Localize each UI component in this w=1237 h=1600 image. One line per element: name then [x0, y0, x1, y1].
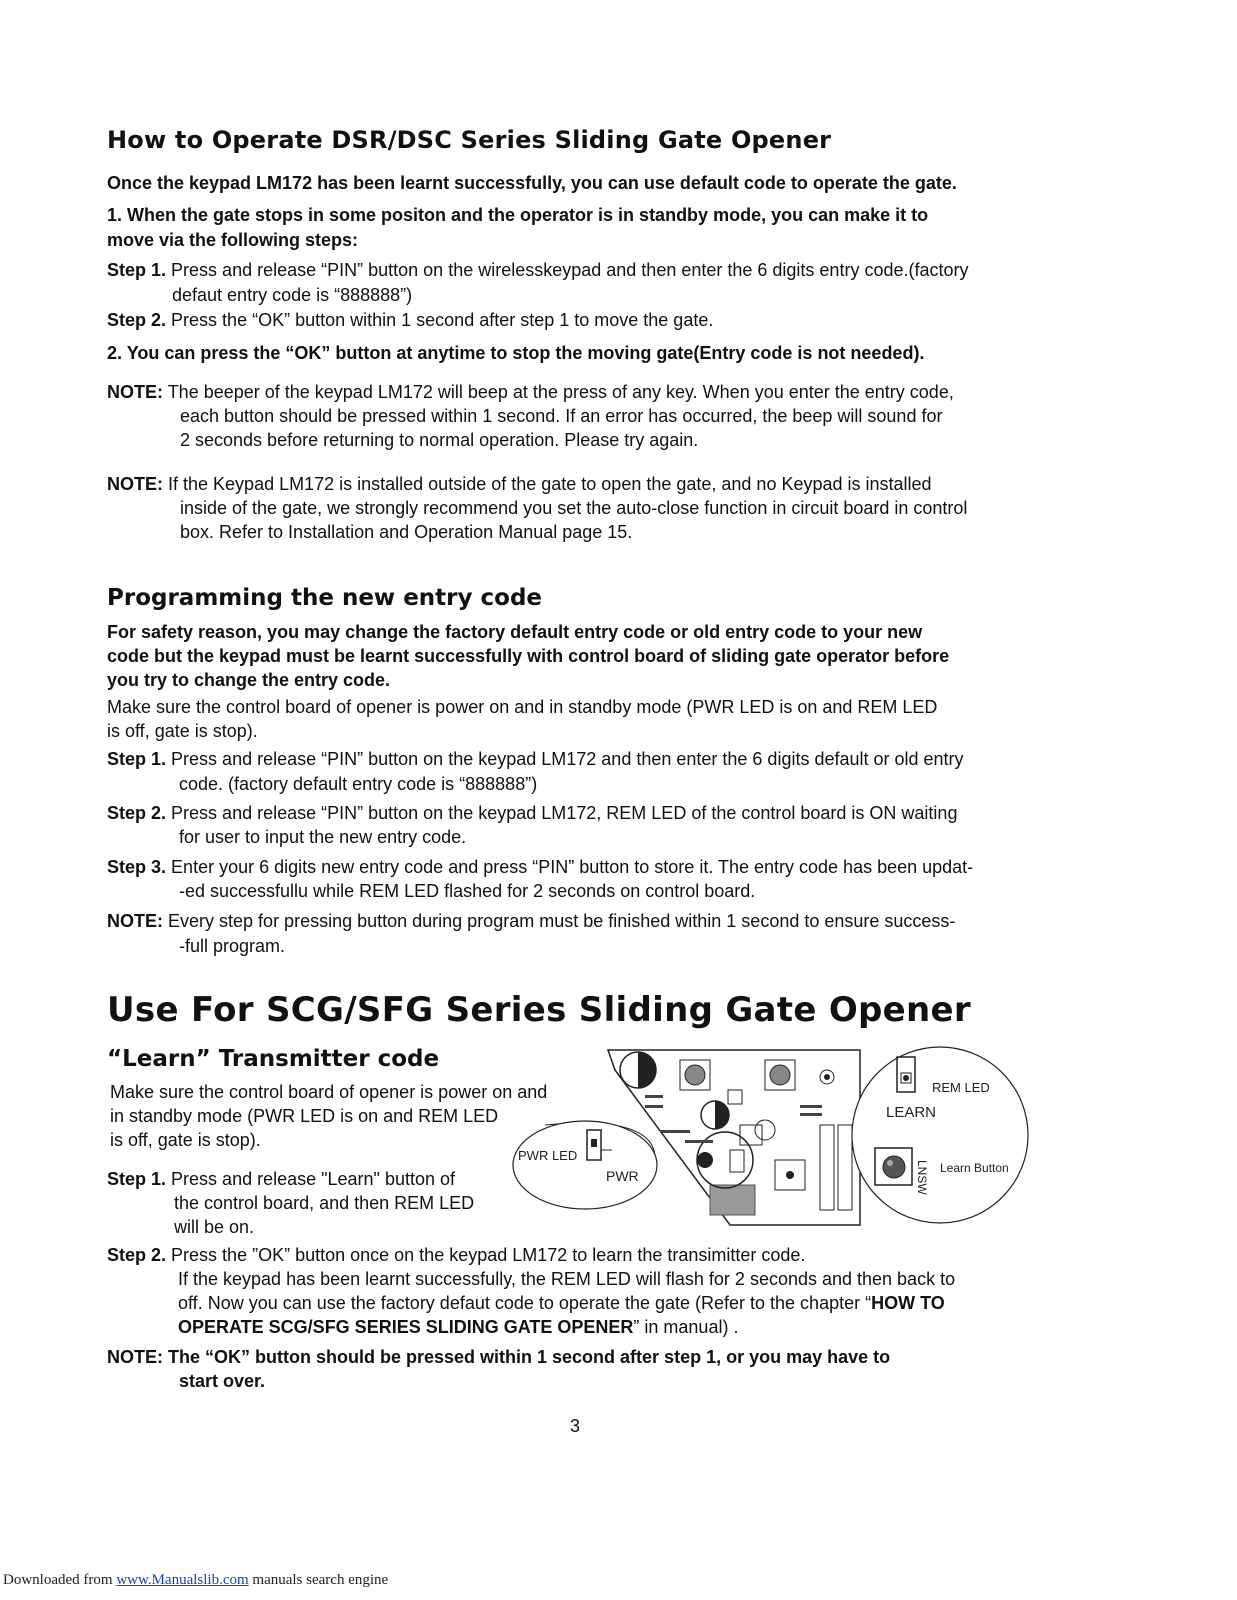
- step-label: Step 1.: [107, 749, 167, 769]
- note-text: If the Keypad LM172 is installed outside of the gate to open the gate, and no Keypad is installed: [168, 474, 932, 494]
- note-label: NOTE:: [107, 474, 163, 494]
- sec3-step1-l3: will be on.: [174, 1217, 255, 1237]
- sec3-plain-l1: Make sure the control board of opener is power on and: [110, 1082, 548, 1102]
- step-text: Press and release “PIN” button on the keypad LM172, REM LED of the control board is ON waiting: [171, 803, 958, 823]
- sec3-step1-l2: the control board, and then REM LED: [174, 1193, 475, 1213]
- sec2-note: [107, 909, 955, 934]
- sec1-note1-l2: each button should be pressed within 1 second. If an error has occurred, the beep will sound for: [180, 406, 943, 426]
- sec1-note1-l3: 2 seconds before returning to normal operation. Please try again.: [180, 430, 699, 450]
- item1-line1: 1. When the gate stops in some positon and the operator is in standby mode, you can make it to: [107, 205, 929, 225]
- learn-callout: [852, 1047, 1028, 1223]
- sec2-step3: [107, 855, 973, 880]
- step-bold: HOW TO: [871, 1293, 945, 1313]
- sec3-plain-l2: in standby mode (PWR LED is on and REM LED: [110, 1106, 499, 1126]
- subtitle-learn-transmitter: “Learn” Transmitter code: [107, 1046, 440, 1072]
- sec3-step2-l4: [178, 1315, 738, 1340]
- step-label: Step 1.: [107, 1169, 167, 1189]
- step-text: ” in manual) .: [633, 1317, 739, 1337]
- section-title-dsr-dsc: How to Operate DSR/DSC Series Sliding Gate Opener: [107, 126, 832, 154]
- sec2-note-cont: -full program.: [179, 936, 286, 956]
- step-text: Press and release "Learn" button of: [171, 1169, 456, 1189]
- sec3-note-cont: start over.: [179, 1371, 266, 1391]
- control-board-diagram: [500, 1035, 1040, 1235]
- pwr-label: PWR: [606, 1168, 639, 1184]
- pwr-led-label: PWR LED: [518, 1148, 578, 1163]
- sec3-step2: [107, 1243, 805, 1268]
- learn-label: LEARN: [886, 1104, 937, 1121]
- sec1-note2: [107, 472, 932, 497]
- step-label: Step 2.: [107, 803, 167, 823]
- step-text: Press and release “PIN” button on the keypad LM172 and then enter the 6 digits default or old entry: [171, 749, 964, 769]
- sec2-bold-l2: code but the keypad must be learnt successfully with control board of sliding gate operator before: [107, 646, 950, 666]
- sec2-step2-cont: for user to input the new entry code.: [179, 827, 467, 847]
- sec1-note2-l3: box. Refer to Installation and Operation Manual page 15.: [180, 522, 633, 542]
- sec2-step1-cont: code. (factory default entry code is “888888”): [179, 774, 538, 794]
- item1-line2: move via the following steps:: [107, 230, 359, 250]
- footer-suffix: manuals search engine: [248, 1572, 389, 1588]
- sec1-step2: [107, 308, 713, 333]
- rem-led-label: REM LED: [932, 1080, 990, 1095]
- sec2-bold-l3: you try to change the entry code.: [107, 670, 391, 690]
- sec2-step1: [107, 747, 964, 772]
- note-label: NOTE:: [107, 911, 163, 931]
- sec2-plain-l2: is off, gate is stop).: [107, 721, 258, 741]
- pwr-led-callout: [513, 1121, 657, 1209]
- footer-prefix: Downloaded from: [3, 1572, 117, 1588]
- sec3-step2-l2: If the keypad has been learnt successfully, the REM LED will flash for 2 seconds and then back to: [178, 1269, 956, 1289]
- section-title-programming: Programming the new entry code: [107, 585, 543, 611]
- sec2-plain-l1: Make sure the control board of opener is power on and in standby mode (PWR LED is on and REM LED: [107, 697, 938, 717]
- note-label: NOTE:: [107, 1347, 163, 1367]
- sec2-bold-l1: For safety reason, you may change the factory default entry code or old entry code to your new: [107, 622, 923, 642]
- note-label: NOTE:: [107, 382, 163, 402]
- section-title-scg-sfg: Use For SCG/SFG Series Sliding Gate Opener: [107, 990, 971, 1030]
- step-label: Step 1.: [107, 260, 167, 280]
- note-text: Every step for pressing button during program must be finished within 1 second to ensure success-: [168, 911, 956, 931]
- step-label: Step 2.: [107, 310, 167, 330]
- sec1-step1: [107, 258, 969, 283]
- sec1-step1-cont: defaut entry code is “888888”): [172, 285, 413, 305]
- page-number: 3: [570, 1416, 581, 1436]
- sec1-note2-l2: inside of the gate, we strongly recommend you set the auto-close function in circuit board in control: [180, 498, 968, 518]
- step-bold: OPERATE SCG/SFG SERIES SLIDING GATE OPENER: [178, 1317, 634, 1337]
- download-footer: [3, 1572, 388, 1589]
- sec1-note1: [107, 380, 954, 405]
- sec2-step2: [107, 801, 957, 826]
- step-text: Press the “OK” button within 1 second after step 1 to move the gate.: [171, 310, 714, 330]
- sec3-step2-l3: [178, 1291, 945, 1316]
- step-label: Step 3.: [107, 857, 167, 877]
- step-text: Enter your 6 digits new entry code and press “PIN” button to store it. The entry code has been updat-: [171, 857, 974, 877]
- step-text: off. Now you can use the factory defaut code to operate the gate (Refer to the chapter “: [178, 1293, 872, 1313]
- learn-button-label: Learn Button: [940, 1161, 1009, 1175]
- sec3-step1: [107, 1167, 455, 1192]
- intro-text: Once the keypad LM172 has been learnt successfully, you can use default code to operate the gate.: [107, 173, 957, 193]
- manualslib-link[interactable]: www.Manualslib.com: [116, 1572, 249, 1588]
- item2: 2. You can press the “OK” button at anytime to stop the moving gate(Entry code is not needed).: [107, 343, 925, 363]
- lnsw-label: LNSW: [915, 1160, 929, 1195]
- sec2-step3-cont: -ed successfullu while REM LED flashed for 2 seconds on control board.: [179, 881, 756, 901]
- sec3-plain-l3: is off, gate is stop).: [110, 1130, 261, 1150]
- sec3-note: [107, 1345, 890, 1370]
- step-text: Press the ”OK” button once on the keypad LM172 to learn the transimitter code.: [171, 1245, 806, 1265]
- step-text: Press and release “PIN” button on the wirelesskeypad and then enter the 6 digits entry code.(factory: [171, 260, 969, 280]
- note-text: The beeper of the keypad LM172 will beep at the press of any key. When you enter the entry code,: [167, 382, 954, 402]
- step-label: Step 2.: [107, 1245, 167, 1265]
- note-text: The “OK” button should be pressed within 1 second after step 1, or you may have to: [168, 1347, 891, 1367]
